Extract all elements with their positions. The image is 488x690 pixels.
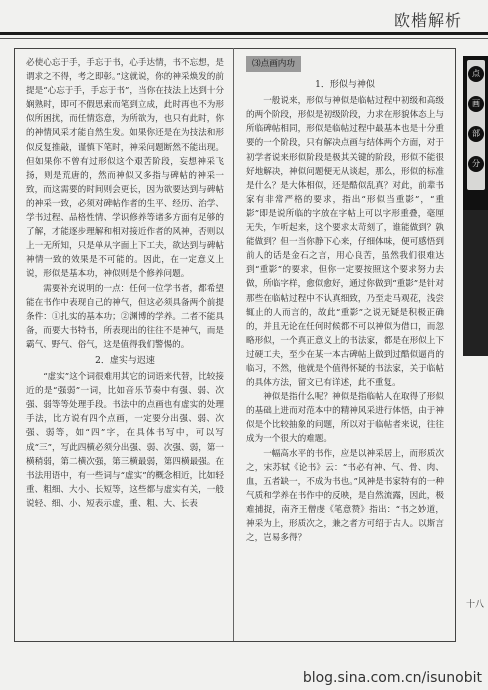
header-rule-thin xyxy=(0,38,488,39)
side-strip-lower xyxy=(463,210,488,356)
section-title: 2．虚实与迟速 xyxy=(95,355,155,366)
right-paragraph-3: 一幅高水平的书作，应是以神采居上，而形质次之，宋苏轼《论书》云：“书必有神、气、骨、肉、血，五者缺一，不成为书也。”风神是书家特有的一种气质和学养在书作中的反映，是自然流露，因此，极难捕捉，南齐王僧虔《笔意赞》指出：“书之妙道，神采为上，形质次之，兼之者方可绍于古人。以斯言之，岂易多得？ xyxy=(246,448,444,544)
watermark: blog.sina.com.cn/isunobit xyxy=(302,670,482,686)
side-tab-char-2: 画 xyxy=(468,96,484,112)
left-paragraph-2: 需要补充说明的一点：任何一位学书者，都希望能在书作中表现自己的神气，但这必须具备两个前提条件：①扎实的基本功；②渊博的学养。二者不能具备，而要大书特书，所表现出的往往不是神气，而是霸气、野气、俗气，这是值得我们警惕的。 xyxy=(26,283,224,350)
right-paragraph-2: 神似是指什么呢？神似是指临帖人在取得了形似的基础上进而对范本中的精神风采进行体悟，由于神似是个比较抽象的问题，所以对于临帖者来说，往往成为一个很大的难题。 xyxy=(246,392,444,445)
side-tab-char-1: 点 xyxy=(468,66,484,82)
header-rule xyxy=(0,32,488,35)
left-column xyxy=(26,56,224,511)
left-paragraph-1: 必使心忘于手，手忘于书，心手达情，书不忘想，是谓求之不得，考之即彰。”这就说，你的神采焕发的前提是“心忘于手，手忘于书”，当你在技法上达到十分娴熟时，即可不假思索而笔到立成，此时再也不为形似所困扰，而任情恣意，为所欲为，也只有此时，你的神情风采才能自然生发。如果你还是在为技法和形似反复推敲，谨慎下笔时，神采问题断然不能出现。但如果你不曾有过形似这个艰苦阶段，妄想神采飞扬，则是荒唐的，然而神似又多指与碑帖的神采一致，而这需要的时间则会更长，因为欲要达到与碑帖的神采一致，必须对碑帖作者的生平、经历、治学、学书过程、品格性情、学识修养等诸多方面有足够的了解，才能逐步理解和相对接近作者的风神，否则以上一无所知，只是单从字面上下工夫，欲达到与碑帖神情一致的效果是不可能的。因此，在一定意义上说，形似是基本功，神似则是个修养问题。 xyxy=(26,58,224,280)
section-tag: ⑶点画内功 xyxy=(246,56,301,72)
header-title: 欧楷解析 xyxy=(393,11,462,30)
side-tab-char-3: 部 xyxy=(468,126,484,142)
left-paragraph-3: “虚实”这个词很难用其它的词语来代替，比较接近的是“强弱”一词，比如音乐节奏中有强、弱、次强、弱等等处理手段。书法中的点画也有虚实的处理手法，比方说有四个点画，一定要分出强、弱、次强、弱等，如“四”字，在具体书写中，可以写成“三”，写此四横必须分出强、弱、次强、弱，第一横稍弱，第二横次强，第三横最弱，第四横最强。在书法用语中，有一些词与“虚实”的概念相近，比如轻重、粗细、大小、长短等，这些都与虚实有关，一般说轻、细、小、短表示虚，重、粗、大、长表 xyxy=(26,372,224,509)
right-paragraph-1: 一般说来，形似与神似是临帖过程中初级和高级的两个阶段，形似是初级阶段，力求在形貌体态上与所临碑帖相同，形似是临帖过程中最基本也是十分重要的一个阶段，只有解决点画与结体两个方面，对于初学者说来形似阶段是极其关键的阶段，形似不能很好地解决，神似问题便无从谈起，那么，形似的标准是什么？是大体相似，还是酷似乱真？对此，前辈书家有非常严格的要求，指出“形似当重影”，“重影”即是说所临的字放在字帖上可以字形重叠，毫厘无失，乍听起来，这个要求太苛刻了，谁能做到？孰能做到？但一当你静下心来，仔细体味，便可感悟到前人的话是金石之言，用心良苦，虽然我们很难达到“重影”的要求，但你一定要按照这个要求努力去做，所临字样，愈似愈好，通过你做到“重影”是针对那些在临帖过程中不认真细致，乃至走马观花，浅尝辄止的人而言的，故此“重影”之说无疑是积极正确的，并且无论在任何时候都不可以神似为借口，而忽略形似，一个真正意义上的书法家，都是在形似上下过硬工夫，至少在某一本古碑帖上做到过酷似逼肖的临习，不然，他就是个值得怀疑的书法家，关于临帖的具体方法，留文已有详述，此不重复。 xyxy=(246,96,444,389)
right-subhead: 1．形似与神似 xyxy=(315,80,375,91)
column-divider xyxy=(233,48,234,641)
side-tab-char-4: 分 xyxy=(468,156,484,172)
page-number: 十八 xyxy=(466,600,485,610)
right-column xyxy=(246,56,444,545)
